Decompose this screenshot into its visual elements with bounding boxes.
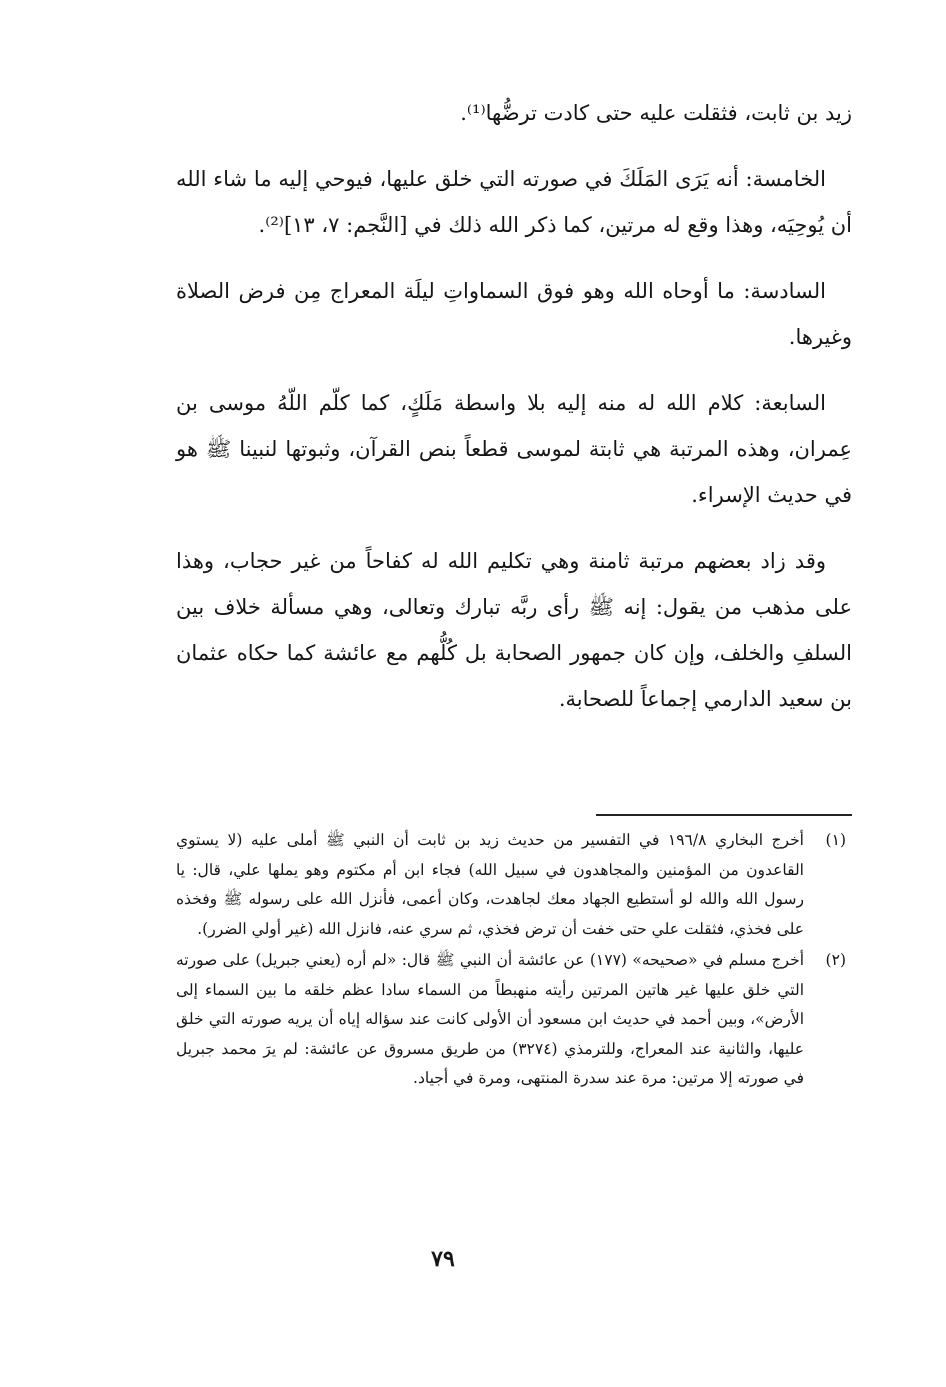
paragraph-sixth-rank: السادسة: ما أوحاه الله وهو فوق السماواتِ ليلَة المعراج مِن فرض الصلاة وغيرها. bbox=[176, 279, 852, 349]
page-number: ٧٩ bbox=[431, 1246, 455, 1272]
paragraph-eighth-rank: وقد زاد بعضهم مرتبة ثامنة وهي تكليم الله له كفاحاً من غير حجاب، وهذا على مذهب من يقول: إنه ﷺ رأى ربَّه تبارك وتعالى، وهي مسألة خلاف بين السلفِ والخلف، وإن كان جمهور الصحابة بل كُلُّهم مع عائشة كما حكاه عثمان بن سعيد الدارمي إجماعاً للصحابة. bbox=[176, 549, 852, 711]
footnote-1 bbox=[176, 826, 852, 944]
footnote-separator bbox=[596, 814, 852, 816]
paragraph-continuation: زيد بن ثابت، فثقلت عليه حتى كادت ترضُّها⁽¹⁾. bbox=[460, 101, 852, 125]
footnote-number: (١) bbox=[825, 831, 846, 849]
paragraph-seventh-rank: السابعة: كلام الله له منه إليه بلا واسطة مَلَكٍ، كما كلّم اللّهُ موسى بن عِمران، وهذه المرتبة هي ثابتة لموسى قطعاً بنص القرآن، وثبوتها لنبينا ﷺ هو في حديث الإسراء. bbox=[176, 391, 852, 507]
footnote-text: أخرج مسلم في «صحيحه» (١٧٧) عن عائشة أن النبي ﷺ قال: «لم أره (يعني جبريل) على صورته التي خلق عليها غير هاتين المرتين رأيته منهبطاً من السماء سادا عظم خلقه ما بين السماء إلى الأرض»، وبين أحمد في حديث ابن مسعود أن الأولى كانت عند سؤاله إياه أن يريه صورته التي خلق عليها، والثانية عند المعراج، وللترمذي (٣٢٧٤) من طريق مسروق عن عائشة: لم يرَ محمد جبريل في صورته إلا مرتين: مرة عند سدرة المنتهى، ومرة في أجياد. bbox=[176, 951, 804, 1087]
footnote-number: (٢) bbox=[825, 951, 846, 969]
main-text bbox=[176, 90, 852, 742]
footnote-text: أخرج البخاري ١٩٦/٨ في التفسير من حديث زيد بن ثابت أن النبي ﷺ أملى عليه (لا يستوي القاعدون من المؤمنين والمجاهدون في سبيل الله) فجاء ابن أم مكتوم وهو يملها علي، قال: يا رسول الله والله لو أستطيع الجهاد معك لجاهدت، وكان أعمى، فأنزل الله على رسوله ﷺ وفخذه على فخذي، فثقلت علي حتى خفت أن ترض فخذي، ثم سري عنه، فانزل الله (غير أولي الضرر). bbox=[176, 831, 804, 938]
footnote-2 bbox=[176, 946, 852, 1094]
footnotes bbox=[176, 826, 852, 1096]
paragraph-fifth-rank: الخامسة: أنه يَرَى المَلَكَ في صورته التي خلق عليها، فيوحي إليه ما شاء الله أن يُوحِيَه، وهذا وقع له مرتين، كما ذكر الله ذلك في [النَّجم: ٧، ١٣]⁽²⁾. bbox=[176, 167, 852, 237]
